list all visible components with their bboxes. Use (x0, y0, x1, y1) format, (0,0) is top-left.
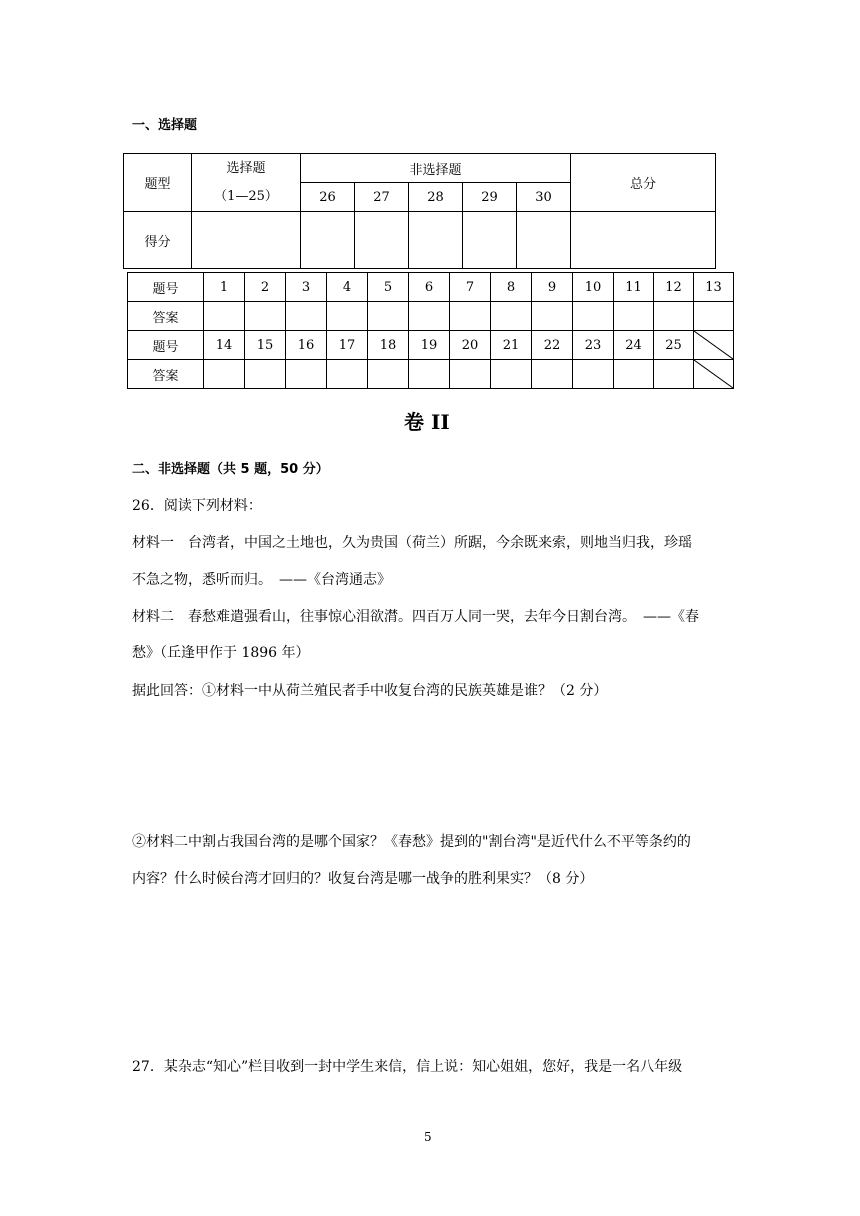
answer-cell (409, 302, 450, 331)
diagonal-slash-icon (694, 331, 733, 359)
choice-range: （1—25） (214, 188, 278, 204)
score-table (123, 153, 716, 269)
answer-cell (327, 360, 368, 389)
q26-question2-line2: 内容？什么时候台湾才回归的？收复台湾是哪一战争的胜利果实？（8 分） (132, 871, 594, 887)
qnum-cell: 2 (245, 273, 286, 302)
q-number-cell: 28 (409, 183, 463, 212)
q-number-cell: 30 (517, 183, 571, 212)
answer-cell (409, 360, 450, 389)
qnum-cell: 20 (450, 331, 491, 360)
q26-material1-line2: 不急之物，悉听而归。 ——《台湾通志》 (132, 572, 391, 588)
qnum-cell: 22 (532, 331, 573, 360)
q-number-cell: 29 (463, 183, 517, 212)
answer-cell (204, 302, 245, 331)
answer-row-label: 答案 (128, 360, 204, 389)
section-two-title: 二、非选择题（共 5 题，50 分） (132, 462, 329, 477)
score-row-label: 得分 (124, 212, 192, 269)
answer-table (127, 272, 734, 389)
choice-label: 选择题 (226, 160, 266, 176)
score-cell-total (571, 212, 716, 269)
answer-row-label: 答案 (128, 302, 204, 331)
page-number: 5 (424, 1130, 432, 1144)
empty-slash-cell (694, 360, 734, 389)
qnum-cell: 5 (368, 273, 409, 302)
qnum-cell: 14 (204, 331, 245, 360)
empty-slash-cell (694, 331, 734, 360)
qnum-cell: 24 (614, 331, 654, 360)
nonchoice-header: 非选择题 (301, 154, 571, 183)
answer-cell (286, 302, 327, 331)
answer-cell (368, 360, 409, 389)
qnum-row-label: 题号 (128, 273, 204, 302)
qnum-cell: 6 (409, 273, 450, 302)
qnum-cell: 3 (286, 273, 327, 302)
qnum-row-label: 题号 (128, 331, 204, 360)
score-cell (409, 212, 463, 269)
answer-cell (614, 360, 654, 389)
q26-question2-line1: ②材料二中割占我国台湾的是哪个国家？《春愁》提到的"割台湾"是近代什么不平等条约的 (132, 834, 691, 850)
qnum-cell: 16 (286, 331, 327, 360)
answer-cell (573, 360, 614, 389)
answer-cell (450, 360, 491, 389)
volume-title: 卷 II (404, 410, 450, 434)
score-cell (517, 212, 571, 269)
score-cell (355, 212, 409, 269)
answer-cell (614, 302, 654, 331)
answer-cell (654, 360, 694, 389)
qnum-cell: 23 (573, 331, 614, 360)
q26-material2-line2: 愁》（丘逢甲作于 1896 年） (132, 645, 310, 661)
q26-material2-line1: 材料二 春愁难遣强看山，往事惊心泪欲潸。四百万人同一哭，去年今日割台湾。 ——《春 (132, 609, 699, 625)
qnum-cell: 4 (327, 273, 368, 302)
answer-cell (327, 302, 368, 331)
answer-cell (368, 302, 409, 331)
score-cell-choice (192, 212, 301, 269)
q27-line1: 27．某杂志“知心”栏目收到一封中学生来信，信上说：知心姐姐，您好，我是一名八年级 (132, 1059, 683, 1075)
qnum-cell: 1 (204, 273, 245, 302)
qnum-cell: 9 (532, 273, 573, 302)
qnum-cell: 12 (654, 273, 694, 302)
q26-question1: 据此回答：①材料一中从荷兰殖民者手中收复台湾的民族英雄是谁？（2 分） (132, 683, 608, 699)
answer-cell (532, 360, 573, 389)
q-number-cell: 26 (301, 183, 355, 212)
answer-cell (245, 302, 286, 331)
qnum-cell: 21 (491, 331, 532, 360)
answer-cell (491, 360, 532, 389)
q26-material1-line1: 材料一 台湾者，中国之土地也，久为贵国（荷兰）所踞，今余既来索，则地当归我，珍瑶 (132, 535, 692, 551)
answer-cell (204, 360, 245, 389)
score-cell (301, 212, 355, 269)
answer-cell (491, 302, 532, 331)
qnum-cell: 8 (491, 273, 532, 302)
question-type-header: 题型 (124, 154, 192, 212)
answer-cell (654, 302, 694, 331)
qnum-cell: 17 (327, 331, 368, 360)
qnum-cell: 13 (694, 273, 734, 302)
total-header: 总分 (571, 154, 716, 212)
qnum-cell: 11 (614, 273, 654, 302)
qnum-cell: 10 (573, 273, 614, 302)
qnum-cell: 7 (450, 273, 491, 302)
answer-cell (694, 302, 734, 331)
diagonal-slash-icon (694, 360, 733, 388)
answer-cell (286, 360, 327, 389)
score-cell (463, 212, 517, 269)
qnum-cell: 25 (654, 331, 694, 360)
section-one-title: 一、选择题 (132, 118, 198, 133)
qnum-cell: 18 (368, 331, 409, 360)
q26-intro: 26．阅读下列材料： (132, 498, 262, 514)
qnum-cell: 19 (409, 331, 450, 360)
qnum-cell: 15 (245, 331, 286, 360)
answer-cell (573, 302, 614, 331)
answer-cell (532, 302, 573, 331)
choice-header (192, 154, 301, 212)
answer-cell (450, 302, 491, 331)
q-number-cell: 27 (355, 183, 409, 212)
answer-cell (245, 360, 286, 389)
